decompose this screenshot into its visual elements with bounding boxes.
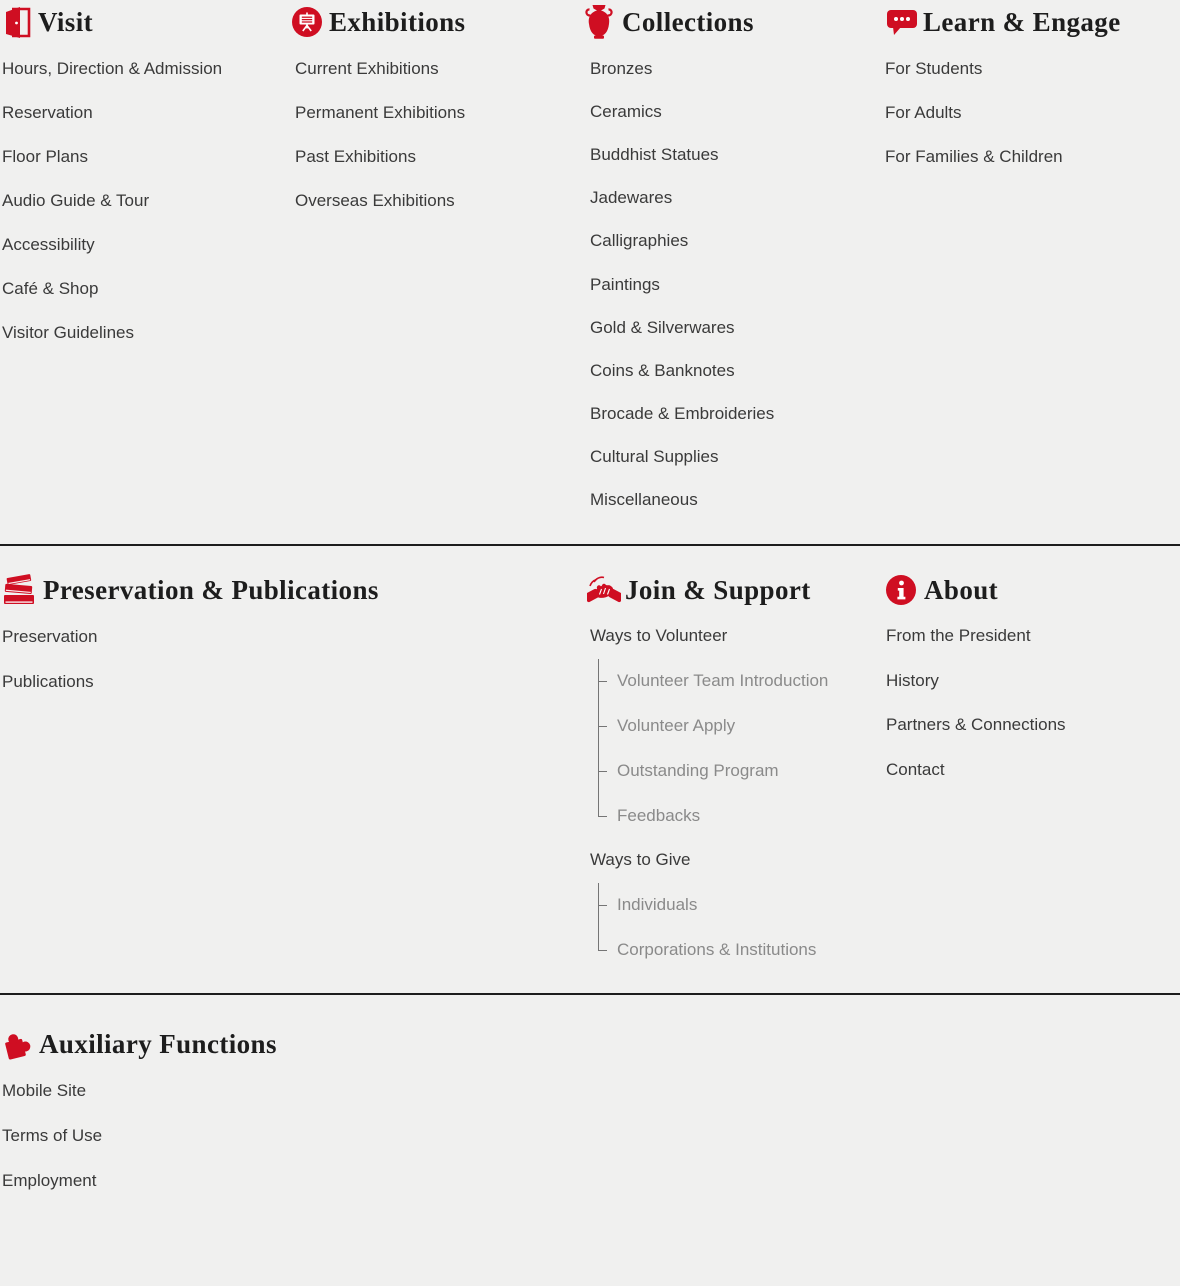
nav-link[interactable]: Bronzes [590,58,653,78]
nav-link[interactable]: History [886,670,939,690]
nav-link[interactable]: Miscellaneous [590,490,698,510]
nav-link[interactable]: Mobile Site [2,1080,87,1100]
nav-link[interactable]: For Students [885,59,983,78]
nav-link[interactable]: Floor Plans [2,147,88,166]
nav-link[interactable]: Terms of Use [2,1125,103,1145]
nav-link[interactable]: Visitor Guidelines [2,323,134,342]
nav-sublink[interactable]: Corporations & Institutions [590,928,828,973]
section-preservation-header[interactable] [2,568,379,612]
nav-sublink[interactable]: Feedbacks [590,793,828,838]
collections-link-list [590,47,774,522]
puzzle-icon [2,1028,32,1060]
section-exhibitions [295,0,465,223]
nav-link[interactable]: Hours, Direction & Admission [2,59,223,78]
nav-link[interactable]: Jadewares [590,188,673,208]
section-collections [590,0,774,522]
visit-link-list [2,47,222,355]
section-collections-header[interactable] [583,0,774,44]
nav-link[interactable]: Brocade & Embroideries [590,404,775,424]
auxiliary-link-list [2,1068,277,1203]
nav-link[interactable]: From the President [886,626,1031,646]
nav-link[interactable]: Audio Guide & Tour [2,191,150,210]
section-auxiliary-functions [2,1022,277,1203]
nav-link[interactable]: Preservation [2,626,98,646]
nav-link[interactable]: For Adults [885,103,962,122]
preservation-link-list [2,614,379,704]
section-about-header[interactable] [886,568,1066,612]
nav-link[interactable]: Current Exhibitions [295,59,439,78]
nav-link-parent[interactable]: Ways to Volunteer [590,626,728,646]
nav-link[interactable]: Accessibility [2,235,95,254]
handshake-icon [587,575,621,605]
section-visit-header[interactable] [3,0,222,44]
section-learn-engage-header[interactable] [886,0,1121,44]
section-divider [0,993,1180,995]
section-title: Collections [622,6,754,37]
nav-link[interactable]: Calligraphies [590,231,689,251]
nav-link[interactable]: Ceramics [590,101,662,121]
section-join-support [590,568,828,972]
section-learn-engage [885,0,1121,179]
nav-link[interactable]: Cultural Supplies [590,447,719,467]
nav-link-parent[interactable]: Ways to Give [590,850,691,870]
nav-link[interactable]: Café & Shop [2,279,99,298]
info-icon [886,575,916,605]
nav-link[interactable]: Employment [2,1170,97,1190]
nav-link[interactable]: Permanent Exhibitions [295,103,466,122]
section-about [886,568,1066,792]
learn-link-list [885,47,1121,179]
section-title: Learn & Engage [923,6,1121,37]
nav-link[interactable]: Contact [886,760,945,780]
join-support-link-list [590,614,828,972]
nav-link[interactable]: Buddhist Statues [590,144,719,164]
section-title: Preservation & Publications [43,574,379,605]
nav-link[interactable]: Publications [2,671,94,691]
section-exhibitions-header[interactable] [292,0,465,44]
nav-link[interactable]: Reservation [2,103,93,122]
section-join-support-header[interactable] [587,568,828,612]
nav-link[interactable]: Past Exhibitions [295,147,416,166]
section-title: Join & Support [625,574,811,605]
nav-link[interactable]: For Families & Children [885,147,1063,166]
speech-bubble-icon [886,8,918,36]
section-preservation-publications [2,568,379,704]
section-visit [2,0,222,355]
section-divider [0,544,1180,546]
about-link-list [886,614,1066,792]
nav-link[interactable]: Coins & Banknotes [590,360,735,380]
section-title: Visit [38,6,93,37]
nav-link[interactable]: Gold & Silverwares [590,317,735,337]
section-title: Auxiliary Functions [39,1028,277,1059]
nav-sublink[interactable]: Volunteer Apply [590,704,828,749]
door-open-icon [3,5,31,39]
nav-sublink[interactable]: Outstanding Program [590,748,828,793]
presentation-screen-icon [292,7,322,37]
nav-link[interactable]: Paintings [590,274,660,294]
nav-sublink[interactable]: Individuals [590,883,828,928]
nav-link[interactable]: Partners & Connections [886,715,1066,735]
section-title: About [924,574,999,605]
section-auxiliary-header[interactable] [2,1022,277,1066]
books-icon [2,574,36,606]
vase-icon [583,4,615,40]
section-title: Exhibitions [329,6,466,37]
nav-link[interactable]: Overseas Exhibitions [295,191,455,210]
exhibitions-link-list [295,47,465,223]
nav-sublink[interactable]: Volunteer Team Introduction [590,659,828,704]
